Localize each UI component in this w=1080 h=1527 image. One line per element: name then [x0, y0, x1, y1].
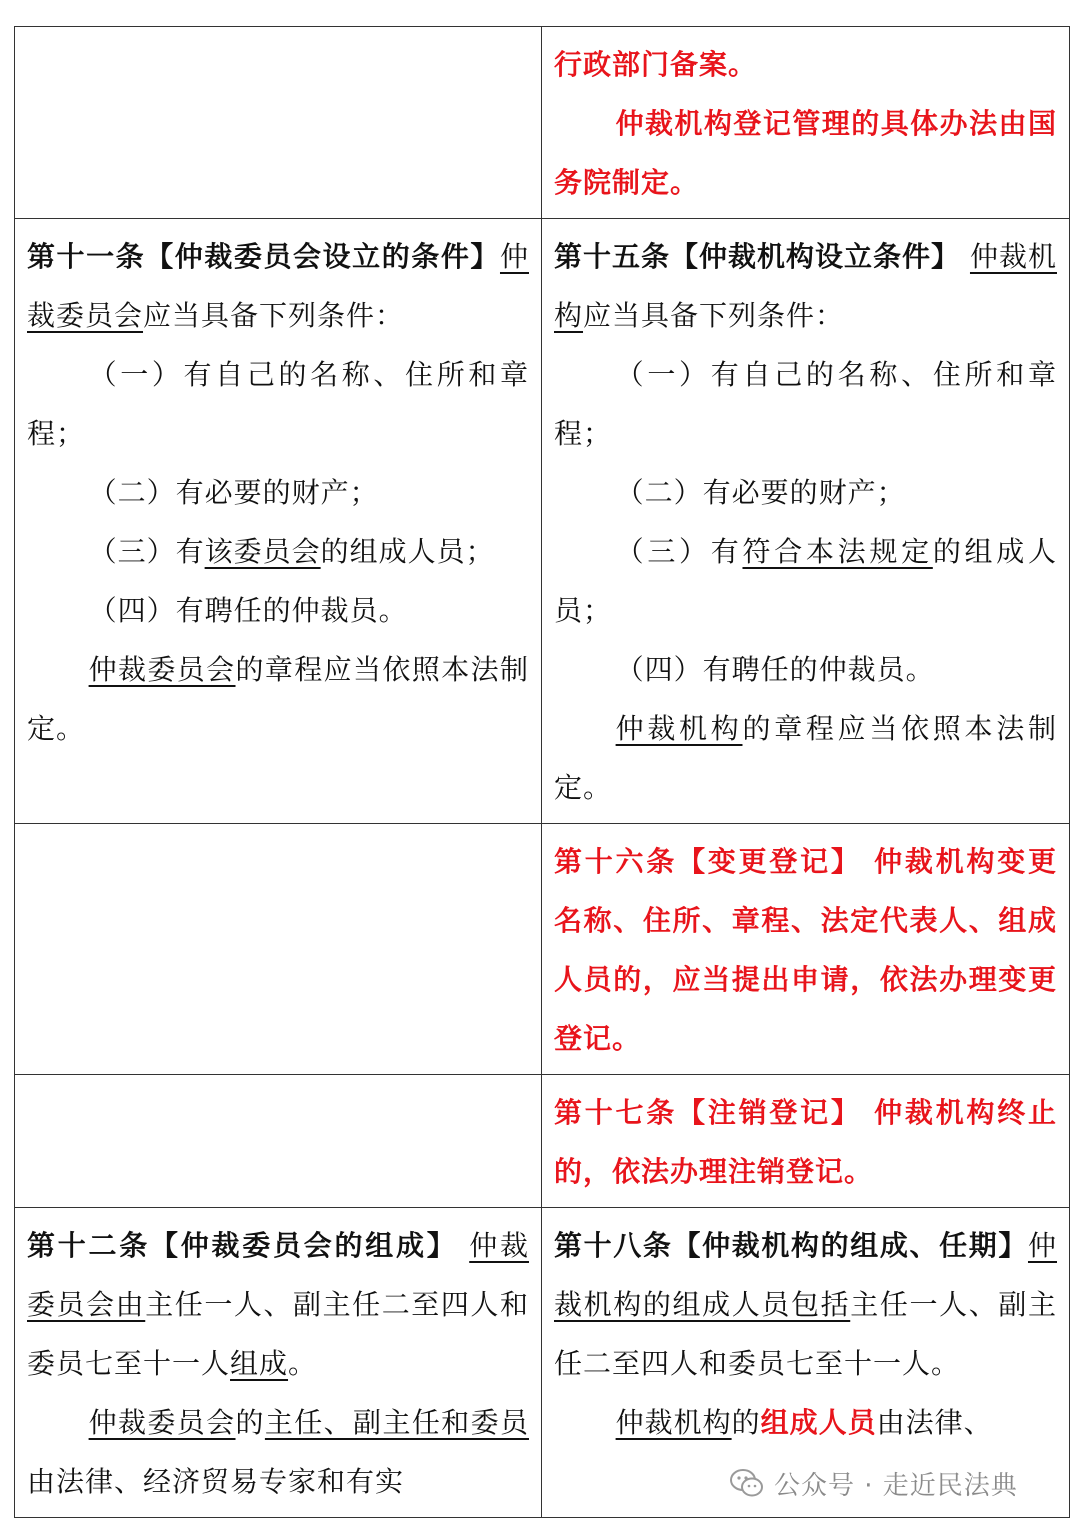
paragraph [27, 581, 529, 640]
underlined-text: 组成 [230, 1347, 289, 1380]
table-row [15, 27, 1070, 219]
paragraph [554, 345, 1057, 463]
paragraph [27, 522, 529, 581]
text-run: （四）有聘任的仲裁员。 [615, 653, 935, 686]
paragraph [554, 1216, 1057, 1393]
paragraph [554, 35, 1057, 94]
text-run: 主任一人、副主任二至四人和委员七至十一人 [27, 1288, 529, 1380]
underlined-text: 仲裁委员会 [88, 1406, 236, 1439]
underlined-text: 该委员会 [204, 535, 321, 568]
paragraph [27, 345, 529, 463]
underlined-text: 仲裁机构的组成人员包括 [554, 1229, 1057, 1321]
old-law-cell [15, 824, 542, 1075]
new-law-cell [542, 824, 1070, 1075]
new-law-cell [542, 27, 1070, 219]
underlined-text: 仲裁机构 [554, 240, 1057, 332]
new-law-cell [542, 1075, 1070, 1208]
text-run: 应当具备下列条件： [143, 299, 405, 332]
highlighted-text: 第十七条【注销登记】 仲裁机构终止的，依法办理注销登记。 [554, 1096, 1057, 1188]
table-row [15, 219, 1070, 824]
underlined-text: 仲裁机构 [615, 1406, 732, 1439]
table-row [15, 824, 1070, 1075]
text-run: 的章程应当依照本法制定。 [554, 712, 1057, 804]
text-run: 的 [235, 1406, 265, 1439]
text-run: 第十一条【仲裁委员会设立的条件】 [27, 240, 500, 273]
text-run: 的组成人员； [554, 535, 1057, 627]
footer-text: 公众号 · 走近民法典 [774, 1470, 1018, 1501]
highlighted-text: 第十六条【变更登记】 仲裁机构变更名称、住所、章程、法定代表人、组成人员的，应当提出申请，依法办理变更登记。 [554, 845, 1057, 1055]
old-law-cell [15, 219, 542, 824]
paragraph [554, 832, 1057, 1068]
text-run: 的组成人员； [320, 535, 495, 568]
table-row [15, 1075, 1070, 1208]
paragraph [554, 1083, 1057, 1201]
new-law-cell [542, 219, 1070, 824]
text-run [458, 1229, 470, 1262]
underlined-text: 仲裁委员会由 [27, 1229, 529, 1321]
text-run: 第十八条【仲裁机构的组成、任期】 [554, 1229, 1028, 1262]
paragraph [554, 463, 1057, 522]
paragraph [27, 1393, 529, 1511]
text-run: 应当具备下列条件： [583, 299, 845, 332]
text-run: 的章程应当依照本法制定。 [27, 653, 529, 745]
paragraph [554, 522, 1057, 640]
text-run: （一）有自己的名称、住所和章程； [27, 358, 529, 450]
paragraph [27, 463, 529, 522]
comparison-table-body [15, 27, 1070, 1518]
highlighted-text: 行政部门备案。 [554, 48, 758, 81]
paragraph [554, 227, 1057, 345]
text-run: 由法律、 [876, 1406, 993, 1439]
paragraph [27, 1216, 529, 1393]
paragraph [554, 640, 1057, 699]
text-run: 第十二条【仲裁委员会的组成】 [27, 1229, 458, 1262]
text-run: （四）有聘任的仲裁员。 [88, 594, 408, 627]
paragraph [554, 699, 1057, 817]
paragraph [27, 227, 529, 345]
text-run [960, 240, 970, 273]
highlighted-text: 仲裁机构登记管理的具体办法由国务院制定。 [554, 107, 1057, 199]
highlighted-text: 组成人员 [760, 1406, 877, 1439]
underlined-text: 仲裁委员会 [27, 240, 529, 332]
old-law-cell [15, 27, 542, 219]
text-run: （三）有 [88, 535, 205, 568]
paragraph [554, 94, 1057, 212]
underlined-text: 符合本法规定 [742, 535, 933, 568]
text-run: （一）有自己的名称、住所和章程； [554, 358, 1057, 450]
underlined-text: 仲裁委员会 [88, 653, 236, 686]
text-run: 的 [731, 1406, 761, 1439]
text-run: （二）有必要的财产； [615, 476, 906, 509]
text-run: 主任一人、副主任二至四人和委员七至十一人。 [554, 1288, 1057, 1380]
text-run: （三）有 [615, 535, 743, 568]
text-run: 第十五条【仲裁机构设立条件】 [554, 240, 961, 273]
paragraph [554, 1393, 1057, 1452]
text-run: （二）有必要的财产； [88, 476, 379, 509]
underlined-text: 仲裁机构 [615, 712, 743, 745]
wechat-icon [730, 1468, 764, 1498]
comparison-table [14, 26, 1070, 1518]
paragraph [27, 640, 529, 758]
text-run: 。 [288, 1347, 318, 1380]
footer-watermark [730, 1458, 1018, 1508]
text-run: 由法律、经济贸易专家和有实 [27, 1465, 405, 1498]
old-law-cell [15, 1075, 542, 1208]
underlined-text: 主任、副主任和委员 [264, 1406, 529, 1439]
old-law-cell [15, 1208, 542, 1518]
